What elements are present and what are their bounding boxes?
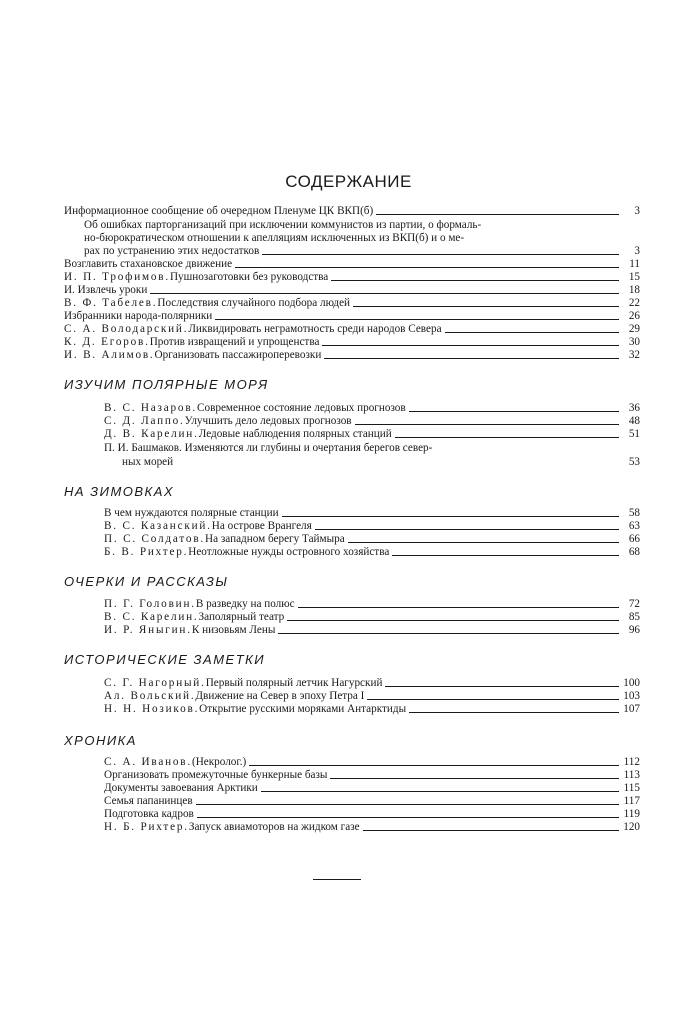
page-number: 100 — [623, 677, 640, 689]
toc-entry[interactable] — [104, 520, 640, 533]
dot-leader — [355, 424, 619, 425]
toc-entry[interactable] — [104, 533, 640, 546]
toc-entry-line[interactable] — [104, 442, 432, 455]
toc-entry[interactable] — [64, 310, 640, 323]
dot-leader — [367, 699, 619, 700]
entry-title: Организовать промежуточные бункерные базы — [104, 769, 328, 781]
dot-leader — [363, 830, 619, 831]
dot-leader — [409, 712, 619, 713]
dot-leader — [262, 254, 619, 255]
toc-entry-line[interactable]: но-бюрократическом отношении к апелляциям исключенных из ВКП(б) и о ме- — [84, 232, 465, 244]
page-number: 29 — [628, 323, 640, 335]
toc-entry[interactable] — [104, 507, 640, 520]
page-number: 3 — [634, 205, 640, 217]
dot-leader — [395, 437, 619, 438]
toc-entry[interactable] — [104, 415, 640, 428]
entry-title: (Некролог.) — [191, 756, 247, 768]
page-number: 18 — [628, 284, 640, 296]
dot-leader — [249, 765, 619, 766]
entry-title: Документы завоевания Арктики — [104, 782, 258, 794]
entry-title: Открытие русскими моряками Антарктиды — [199, 703, 407, 715]
page-number: 120 — [623, 821, 640, 833]
entry-author: С. Г. Нагорный. — [104, 677, 206, 689]
page-number: 103 — [623, 690, 640, 702]
entry-title: И. Извлечь уроки — [64, 284, 148, 296]
entry-title: Ледовые наблюдения полярных станций — [198, 428, 392, 440]
page-number: 85 — [628, 611, 640, 623]
entry-author: Н. Н. Нозиков. — [104, 703, 200, 715]
toc-entry[interactable] — [104, 402, 640, 415]
dot-leader — [278, 633, 619, 634]
toc-entry[interactable] — [64, 258, 640, 271]
dot-leader — [376, 214, 619, 215]
dot-leader — [287, 620, 619, 621]
page-number: 115 — [623, 782, 640, 794]
dot-leader — [392, 555, 619, 556]
toc-entry[interactable] — [104, 756, 640, 769]
dot-leader — [282, 516, 619, 517]
dot-leader — [324, 358, 619, 359]
toc-entry[interactable] — [104, 546, 640, 559]
entry-title: К низовьям Лены — [191, 624, 276, 636]
toc-entry[interactable] — [104, 821, 640, 834]
dot-leader — [445, 332, 619, 333]
entry-title: Возглавить стахановское движение — [64, 258, 233, 270]
end-rule — [313, 879, 361, 880]
toc-entry[interactable] — [64, 205, 640, 218]
dot-leader — [330, 778, 619, 779]
entry-title: Против извращений и упрощенства — [149, 336, 320, 348]
toc-entry[interactable] — [122, 456, 640, 469]
toc-entry[interactable] — [104, 782, 640, 795]
dot-leader — [235, 267, 619, 268]
page-number: 22 — [628, 297, 640, 309]
page-number: 15 — [628, 271, 640, 283]
toc-entry-line[interactable]: Об ошибках парторганизаций при исключении коммунистов из партии, о формаль- — [84, 219, 482, 231]
toc-entry[interactable] — [104, 624, 640, 637]
page-title: СОДЕРЖАНИЕ — [285, 172, 412, 191]
page-number: 26 — [628, 310, 640, 322]
toc-entry[interactable] — [104, 611, 640, 624]
dot-leader — [322, 345, 619, 346]
entry-author: В. Ф. Табелев. — [64, 297, 158, 309]
toc-entry[interactable] — [104, 703, 640, 716]
entry-title: Улучшить дело ледовых прогнозов — [184, 415, 352, 427]
entry-author: Н. Б. Рихтер. — [104, 821, 189, 833]
toc-entry[interactable] — [104, 428, 640, 441]
toc-entry[interactable] — [104, 677, 640, 690]
toc-entry[interactable] — [104, 690, 640, 703]
toc-entry[interactable] — [104, 598, 640, 611]
page-number: 3 — [634, 245, 640, 257]
page-number: 30 — [628, 336, 640, 348]
toc-entry[interactable] — [64, 284, 640, 297]
entry-title: Ликвидировать неграмотность среди народов Севера — [188, 323, 442, 335]
entry-author: В. С. Казанский. — [104, 520, 212, 532]
page-number: 36 — [628, 402, 640, 414]
dot-leader — [385, 686, 619, 687]
toc-entry[interactable] — [104, 795, 640, 808]
dot-leader — [261, 791, 619, 792]
toc-entry[interactable] — [64, 271, 640, 284]
entry-author: Д. В. Карелин. — [104, 428, 199, 440]
dot-leader — [150, 293, 619, 294]
entry-title: На западном берегу Таймыра — [205, 533, 345, 545]
page-number: 48 — [628, 415, 640, 427]
entry-title: Запуск авиамоторов на жидком газе — [188, 821, 360, 833]
entry-title: На острове Врангеля — [211, 520, 312, 532]
entry-title: Подготовка кадров — [104, 808, 194, 820]
dot-leader — [298, 607, 619, 608]
dot-leader — [176, 465, 619, 466]
page-number: 113 — [623, 769, 640, 781]
toc-entry[interactable] — [64, 336, 640, 349]
page-number: 63 — [628, 520, 640, 532]
page-number: 96 — [628, 624, 640, 636]
entry-author: С. Д. Лаппо. — [104, 415, 185, 427]
section-heading: ХРОНИКА — [64, 733, 137, 748]
entry-author: П. Г. Головин. — [104, 598, 196, 610]
entry-title: Современное состояние ледовых прогнозов — [197, 402, 406, 414]
entry-author: И. В. Алимов. — [64, 349, 155, 361]
entry-author: И. Р. Яныгин. — [104, 624, 192, 636]
page-number: 107 — [623, 703, 640, 715]
page-number: 32 — [628, 349, 640, 361]
toc-entry[interactable] — [64, 323, 640, 336]
page-number: 117 — [623, 795, 640, 807]
dot-leader — [348, 542, 619, 543]
page-number: 58 — [628, 507, 640, 519]
entry-author: П. И. Башмаков. — [104, 442, 182, 454]
dot-leader — [409, 411, 619, 412]
entry-title: Пушнозаготовки без руководства — [169, 271, 329, 283]
page-number: 68 — [628, 546, 640, 558]
section-heading: ОЧЕРКИ И РАССКАЗЫ — [64, 574, 229, 589]
entry-author: П. С. Солдатов. — [104, 533, 206, 545]
page-number: 72 — [628, 598, 640, 610]
entry-title: Последствия случайного подбора людей — [157, 297, 351, 309]
page-number: 53 — [628, 456, 640, 468]
entry-author: Ал. Вольский. — [104, 690, 196, 702]
page-number: 119 — [623, 808, 640, 820]
page-number: 112 — [623, 756, 640, 768]
entry-title: В разведку на полюс — [195, 598, 295, 610]
page-number: 11 — [629, 258, 640, 270]
entry-title: Заполярный театр — [198, 611, 285, 623]
toc-entry[interactable] — [104, 769, 640, 782]
dot-leader — [197, 817, 619, 818]
entry-title: Информационное сообщение об очередном Пленуме ЦК ВКП(б) — [64, 205, 374, 217]
toc-entry[interactable] — [64, 297, 640, 310]
entry-title: Изменяются ли глубины и очертания берегов север- — [181, 442, 433, 454]
toc-entry[interactable] — [104, 808, 640, 821]
entry-author: В. С. Назаров. — [104, 402, 198, 414]
dot-leader — [331, 280, 619, 281]
toc-entry[interactable] — [84, 245, 640, 258]
entry-title: Избранники народа-полярники — [64, 310, 213, 322]
entry-title: Первый полярный летчик Нагурский — [205, 677, 383, 689]
entry-author: В. С. Карелин. — [104, 611, 199, 623]
page-number: 66 — [628, 533, 640, 545]
dot-leader — [196, 804, 619, 805]
entry-title: рах по устранению этих недостатков — [84, 245, 260, 257]
section-heading: ИЗУЧИМ ПОЛЯРНЫЕ МОРЯ — [64, 377, 269, 392]
entry-author: К. Д. Егоров. — [64, 336, 150, 348]
entry-title: Движение на Север в эпоху Петра I — [195, 690, 365, 702]
section-heading: ИСТОРИЧЕСКИЕ ЗАМЕТКИ — [64, 652, 266, 667]
entry-author: С. А. Володарский. — [64, 323, 189, 335]
page-number: 51 — [628, 428, 640, 440]
dot-leader — [315, 529, 619, 530]
entry-author: И. П. Трофимов. — [64, 271, 170, 283]
entry-title: Неотложные нужды островного хозяйства — [188, 546, 390, 558]
entry-author: С. А. Иванов. — [104, 756, 192, 768]
dot-leader — [215, 319, 619, 320]
entry-title: В чем нуждаются полярные станции — [104, 507, 279, 519]
entry-author: Б. В. Рихтер. — [104, 546, 189, 558]
toc-entry[interactable] — [64, 349, 640, 362]
entry-title: ных морей — [122, 456, 174, 468]
dot-leader — [353, 306, 619, 307]
entry-title: Организовать пассажироперевозки — [154, 349, 322, 361]
section-heading: НА ЗИМОВКАХ — [64, 484, 175, 499]
entry-title: Семья папанинцев — [104, 795, 193, 807]
